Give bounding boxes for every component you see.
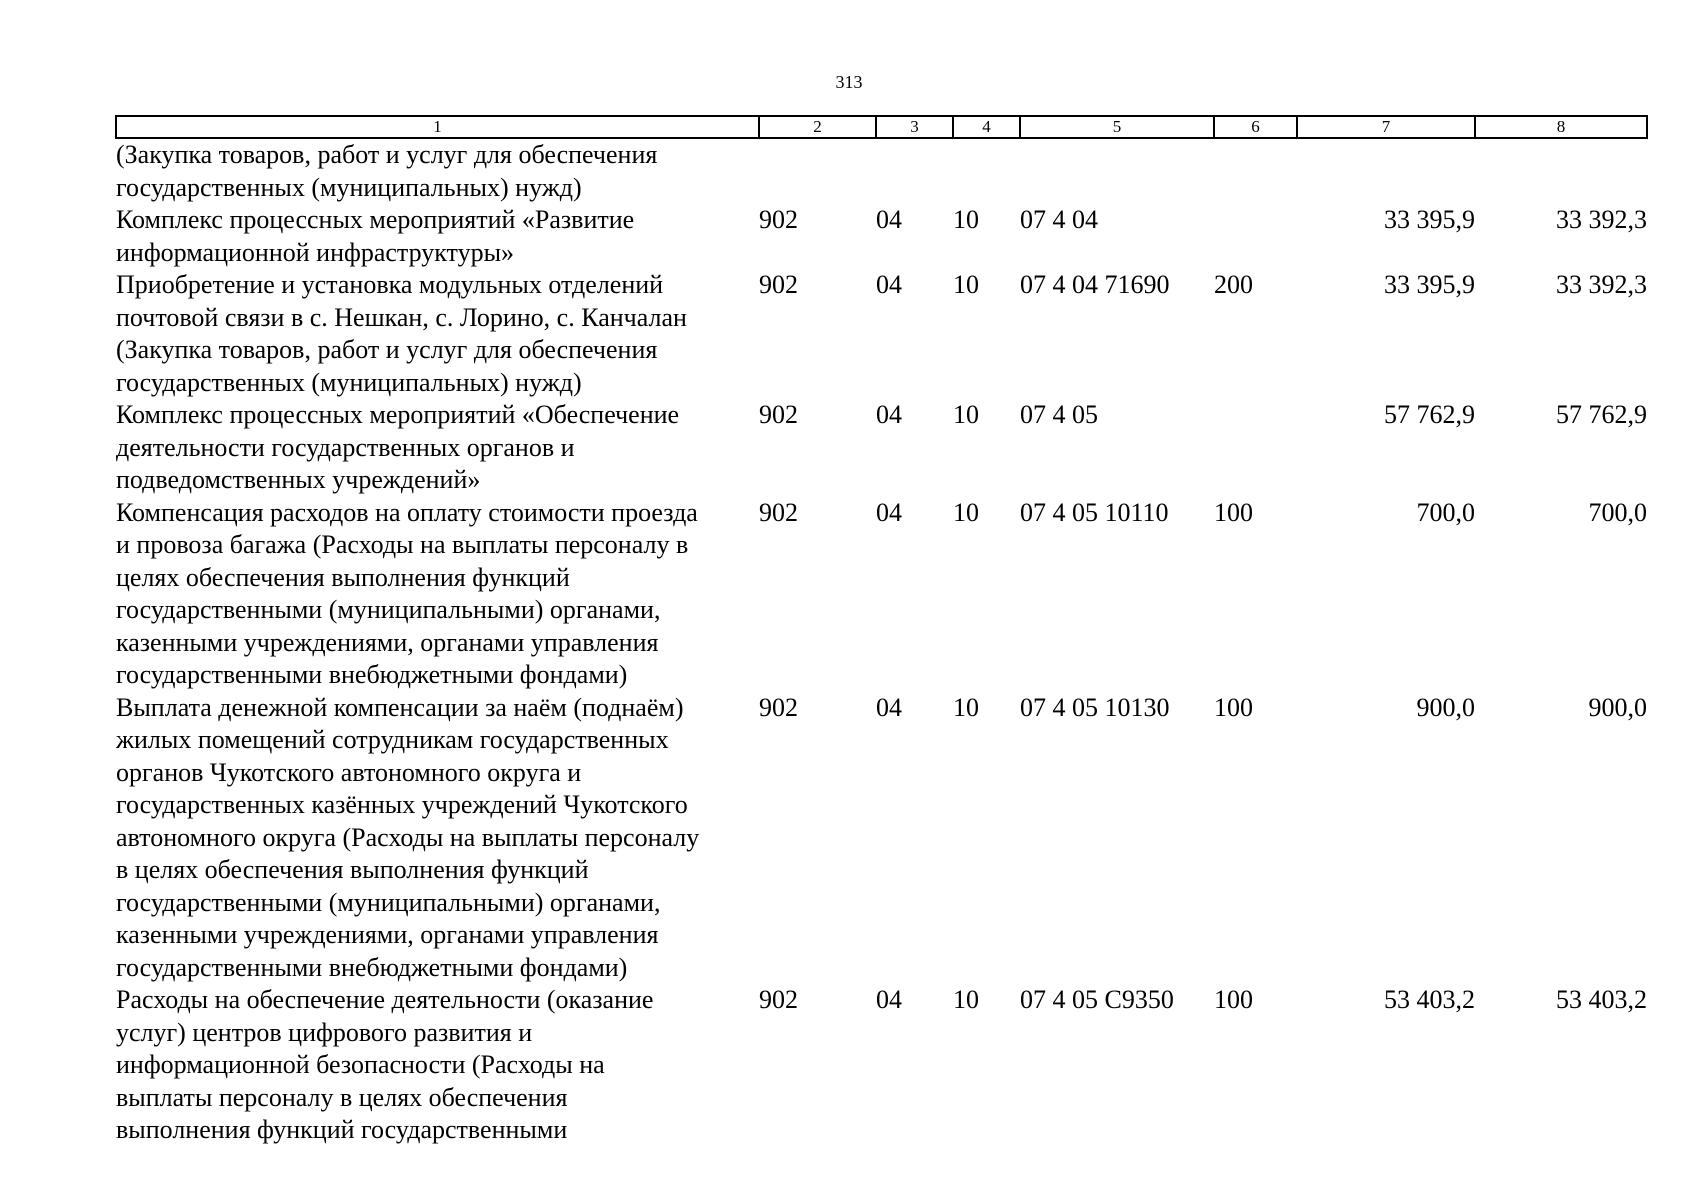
subsection-code: 04 — [876, 497, 902, 527]
description-line: казенными учреждениями, органами управления — [116, 627, 659, 657]
description-line: органов Чукотского автономного округа и — [116, 757, 582, 787]
target-article-code: 07 4 04 — [1020, 205, 1098, 234]
amount-year-2: 53 403,2 — [1556, 985, 1647, 1014]
article-code: 10 — [953, 692, 979, 722]
expense-type-code: 100 — [1214, 985, 1253, 1014]
article-code: 10 — [953, 985, 979, 1014]
description-line: информационной безопасности (Расходы на — [116, 1050, 605, 1079]
target-article-code: 07 4 04 71690 — [1020, 270, 1170, 299]
article-code — [953, 138, 1020, 204]
column-number-2: 2 — [759, 116, 876, 138]
article-code: 10 — [953, 270, 979, 299]
table-row — [116, 138, 1647, 204]
table-row — [116, 984, 1647, 1147]
budget-table — [115, 115, 1648, 1147]
description-line: выплаты персоналу в целях обеспечения — [116, 1082, 568, 1112]
description-line: Выплата денежной компенсации за наём (поднаём) — [116, 692, 684, 722]
amount-year-1: 53 403,2 — [1384, 985, 1475, 1014]
column-number-5: 5 — [1020, 116, 1214, 138]
section-code: 902 — [759, 497, 798, 527]
section-code: 902 — [759, 985, 798, 1014]
description-line: Компенсация расходов на оплату стоимости проезда — [116, 497, 698, 527]
description-line: целях обеспечения выполнения функций — [116, 562, 570, 592]
description-line: жилых помещений сотрудникам государственных — [116, 725, 669, 754]
description-line: почтовой связи в с. Нешкан, с. Лорино, с. Канчалан — [116, 302, 687, 332]
target-article-code: 07 4 05 С9350 — [1020, 985, 1174, 1014]
description-line: выполнения функций государственными — [116, 1115, 568, 1144]
target-article-code: 07 4 05 10110 — [1020, 497, 1169, 527]
table-row — [116, 269, 1647, 399]
column-number-row — [116, 116, 1647, 138]
table-row — [116, 692, 1647, 985]
description-line: государственными (муниципальными) органами, — [116, 887, 661, 917]
target-article-code: 07 4 05 — [1020, 400, 1098, 429]
amount-year-1: 900,0 — [1416, 692, 1475, 722]
target-article-code — [1020, 138, 1214, 204]
amount-year-2: 33 392,3 — [1556, 270, 1647, 299]
amount-year-1: 57 762,9 — [1384, 400, 1475, 429]
section-code: 902 — [759, 270, 798, 299]
amount-year-2: 33 392,3 — [1556, 205, 1647, 234]
section-code: 902 — [759, 400, 798, 429]
article-code: 10 — [953, 205, 979, 234]
description-line: государственных казённых учреждений Чукотского — [116, 790, 688, 819]
description-line: в целях обеспечения выполнения функций — [116, 855, 589, 884]
article-code: 10 — [953, 497, 979, 527]
amount-year-2: 900,0 — [1588, 692, 1647, 722]
page-number: 313 — [835, 72, 863, 92]
description-line: информационной инфраструктуры» — [116, 237, 515, 267]
item-description — [116, 984, 759, 1147]
column-number-3: 3 — [876, 116, 953, 138]
description-line: Комплекс процессных мероприятий «Обеспечение — [116, 400, 680, 429]
description-line: государственных (муниципальных) нужд) — [116, 367, 582, 397]
amount-year-1: 33 395,9 — [1384, 270, 1475, 299]
description-line: государственными внебюджетными фондами) — [116, 660, 628, 689]
item-description — [116, 269, 759, 399]
expense-type-code — [1214, 204, 1297, 269]
description-line: государственными (муниципальными) органами, — [116, 595, 661, 624]
expense-type-code — [1214, 138, 1297, 204]
article-code: 10 — [953, 400, 979, 429]
column-number-7: 7 — [1297, 116, 1475, 138]
subsection-code: 04 — [876, 270, 902, 299]
subsection-code: 04 — [876, 692, 902, 722]
expense-type-code: 100 — [1214, 692, 1253, 722]
subsection-code — [876, 138, 953, 204]
item-description — [116, 692, 759, 985]
item-description — [116, 138, 759, 204]
budget-sheet — [115, 115, 1646, 1147]
section-code — [759, 138, 876, 204]
target-article-code: 07 4 05 10130 — [1020, 692, 1170, 722]
description-line: услуг) центров цифрового развития и — [116, 1017, 533, 1047]
budget-table-body — [116, 138, 1647, 1147]
description-line: Приобретение и установка модульных отделений — [116, 270, 664, 299]
item-description — [116, 399, 759, 497]
description-line: Комплекс процессных мероприятий «Развитие — [116, 205, 635, 234]
amount-year-2: 57 762,9 — [1556, 400, 1647, 429]
item-description — [116, 497, 759, 692]
subsection-code: 04 — [876, 205, 902, 234]
table-row — [116, 497, 1647, 692]
description-line: и провоза багажа (Расходы на выплаты персоналу в — [116, 530, 689, 559]
subsection-code: 04 — [876, 400, 902, 429]
subsection-code: 04 — [876, 985, 902, 1014]
description-line: деятельности государственных органов и — [116, 432, 575, 462]
amount-year-1: 33 395,9 — [1384, 205, 1475, 234]
amount-year-1: 700,0 — [1416, 497, 1475, 527]
section-code: 902 — [759, 692, 798, 722]
column-number-4: 4 — [953, 116, 1020, 138]
expense-type-code — [1214, 399, 1297, 497]
description-line: автономного округа (Расходы на выплаты персоналу — [116, 822, 700, 852]
description-line: подведомственных учреждений» — [116, 465, 481, 494]
amount-year-2 — [1475, 138, 1647, 204]
item-description — [116, 204, 759, 269]
table-row — [116, 399, 1647, 497]
description-line: государственных (муниципальных) нужд) — [116, 172, 582, 202]
expense-type-code: 200 — [1214, 270, 1253, 299]
column-number-6: 6 — [1214, 116, 1297, 138]
amount-year-1 — [1297, 138, 1475, 204]
amount-year-2: 700,0 — [1588, 497, 1647, 527]
column-number-8: 8 — [1475, 116, 1647, 138]
table-row — [116, 204, 1647, 269]
description-line: (Закупка товаров, работ и услуг для обеспечения — [116, 140, 658, 169]
expense-type-code: 100 — [1214, 497, 1253, 527]
description-line: государственными внебюджетными фондами) — [116, 952, 628, 982]
description-line: (Закупка товаров, работ и услуг для обеспечения — [116, 335, 658, 364]
section-code: 902 — [759, 205, 798, 234]
description-line: Расходы на обеспечение деятельности (оказание — [116, 985, 654, 1014]
column-number-1: 1 — [116, 116, 759, 138]
description-line: казенными учреждениями, органами управления — [116, 920, 659, 949]
